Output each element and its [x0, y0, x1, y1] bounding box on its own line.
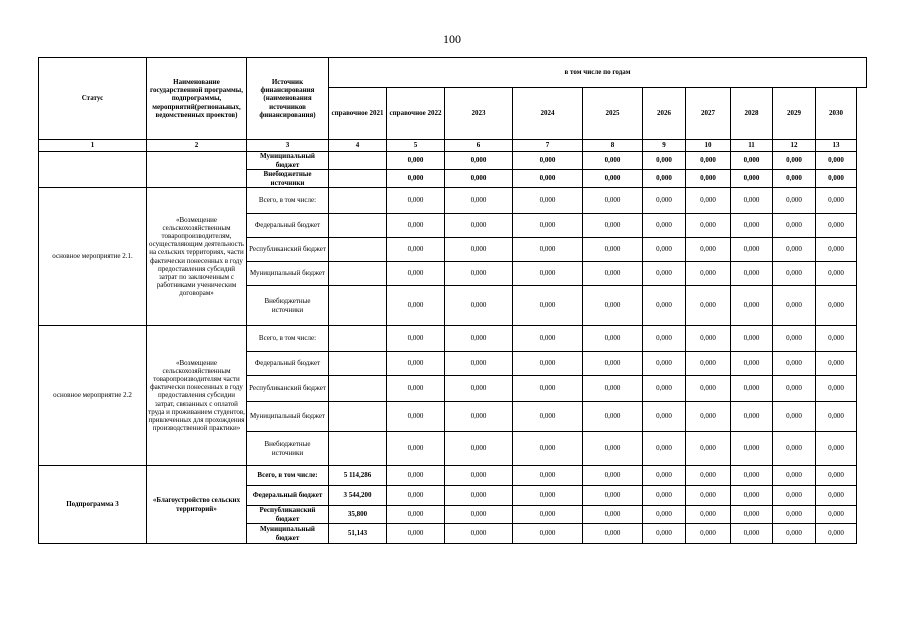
value-cell: 0,000 — [773, 188, 816, 214]
value-cell: 0,000 — [583, 286, 643, 326]
value-2021-cell — [329, 326, 387, 352]
value-cell: 0,000 — [773, 432, 816, 466]
value-cell: 0,000 — [387, 262, 445, 286]
value-cell: 0,000 — [731, 432, 773, 466]
value-cell: 0,000 — [686, 170, 731, 188]
value-cell: 0,000 — [387, 170, 445, 188]
value-cell: 0,000 — [513, 376, 583, 402]
value-cell: 0,000 — [643, 432, 686, 466]
value-cell: 0,000 — [445, 214, 513, 238]
header-year: 2028 — [731, 88, 773, 140]
value-2021-cell — [329, 432, 387, 466]
value-2021-cell — [329, 352, 387, 376]
value-cell: 0,000 — [643, 376, 686, 402]
value-cell: 0,000 — [387, 238, 445, 262]
column-number: 10 — [686, 140, 731, 152]
value-cell: 0,000 — [583, 352, 643, 376]
value-cell: 0,000 — [773, 466, 816, 486]
value-cell: 0,000 — [816, 432, 857, 466]
value-cell: 0,000 — [513, 188, 583, 214]
value-cell: 0,000 — [643, 152, 686, 170]
value-cell: 0,000 — [583, 402, 643, 432]
value-cell: 0,000 — [816, 286, 857, 326]
value-cell: 0,000 — [686, 506, 731, 524]
measure-name-cell: «Возмещение сельскохозяйственным товаропроизводителям части фактически понесенных в году предоставления субсидии затрат, связанных с оплатой труда и проживанием студентов, привлеченных для прохождения производственной практики» — [147, 326, 247, 466]
table-row — [39, 466, 867, 486]
source-cell: Всего, в том числе: — [247, 188, 329, 214]
value-cell: 0,000 — [686, 262, 731, 286]
value-cell: 0,000 — [643, 286, 686, 326]
value-cell: 0,000 — [686, 486, 731, 506]
value-cell: 0,000 — [816, 188, 857, 214]
column-number: 11 — [731, 140, 773, 152]
column-number: 5 — [387, 140, 445, 152]
value-cell: 0,000 — [643, 524, 686, 544]
header-year: 2023 — [445, 88, 513, 140]
source-cell: Муниципальный бюджет — [247, 262, 329, 286]
value-2021-cell — [329, 262, 387, 286]
value-cell: 0,000 — [583, 152, 643, 170]
source-cell: Муниципальный бюджет — [247, 152, 329, 170]
source-cell: Республиканский бюджет — [247, 376, 329, 402]
value-cell: 0,000 — [445, 352, 513, 376]
value-cell: 0,000 — [731, 466, 773, 486]
value-cell: 0,000 — [643, 238, 686, 262]
page-number: 100 — [443, 32, 461, 46]
value-cell: 0,000 — [773, 326, 816, 352]
value-cell: 0,000 — [583, 524, 643, 544]
value-cell: 0,000 — [773, 376, 816, 402]
value-cell: 0,000 — [513, 152, 583, 170]
value-cell: 0,000 — [731, 402, 773, 432]
value-cell: 0,000 — [387, 188, 445, 214]
column-number: 6 — [445, 140, 513, 152]
value-cell: 0,000 — [731, 506, 773, 524]
value-cell: 0,000 — [513, 402, 583, 432]
value-cell: 0,000 — [731, 286, 773, 326]
value-cell: 0,000 — [513, 486, 583, 506]
value-cell: 0,000 — [445, 376, 513, 402]
value-cell: 0,000 — [583, 466, 643, 486]
value-cell: 0,000 — [643, 214, 686, 238]
source-cell: Внебюджетные источники — [247, 286, 329, 326]
value-2021-cell — [329, 214, 387, 238]
value-cell: 0,000 — [816, 170, 857, 188]
measure-name-cell — [147, 152, 247, 188]
value-cell: 0,000 — [583, 262, 643, 286]
value-cell: 0,000 — [445, 238, 513, 262]
value-cell: 0,000 — [816, 486, 857, 506]
source-cell: Федеральный бюджет — [247, 214, 329, 238]
value-cell: 0,000 — [773, 506, 816, 524]
value-cell: 0,000 — [773, 214, 816, 238]
value-cell: 0,000 — [387, 326, 445, 352]
value-cell: 0,000 — [686, 352, 731, 376]
value-cell: 0,000 — [816, 214, 857, 238]
value-cell: 0,000 — [387, 432, 445, 466]
value-cell: 0,000 — [816, 152, 857, 170]
value-cell: 0,000 — [773, 352, 816, 376]
header-year: справочное 2022 — [387, 88, 445, 140]
source-cell: Всего, в том числе: — [247, 326, 329, 352]
table-row — [39, 152, 867, 170]
value-cell: 0,000 — [816, 238, 857, 262]
value-2021-cell: 51,143 — [329, 524, 387, 544]
value-cell: 0,000 — [773, 286, 816, 326]
value-cell: 0,000 — [643, 170, 686, 188]
value-cell: 0,000 — [583, 506, 643, 524]
column-number: 9 — [643, 140, 686, 152]
value-cell: 0,000 — [686, 466, 731, 486]
column-number: 12 — [773, 140, 816, 152]
value-cell: 0,000 — [816, 262, 857, 286]
value-cell: 0,000 — [731, 152, 773, 170]
value-cell: 0,000 — [686, 326, 731, 352]
value-cell: 0,000 — [731, 376, 773, 402]
value-cell: 0,000 — [445, 326, 513, 352]
value-cell: 0,000 — [445, 170, 513, 188]
value-cell: 0,000 — [583, 188, 643, 214]
value-cell: 0,000 — [686, 376, 731, 402]
value-cell: 0,000 — [583, 376, 643, 402]
value-cell: 0,000 — [513, 506, 583, 524]
source-cell: Федеральный бюджет — [247, 486, 329, 506]
value-cell: 0,000 — [513, 214, 583, 238]
value-2021-cell — [329, 286, 387, 326]
value-cell: 0,000 — [387, 214, 445, 238]
value-cell: 0,000 — [445, 486, 513, 506]
value-cell: 0,000 — [731, 188, 773, 214]
value-cell: 0,000 — [686, 524, 731, 544]
value-2021-cell — [329, 188, 387, 214]
value-cell: 0,000 — [643, 402, 686, 432]
header-year: 2024 — [513, 88, 583, 140]
value-cell: 0,000 — [731, 524, 773, 544]
value-cell: 0,000 — [773, 524, 816, 544]
header-year: справочное 2021 — [329, 88, 387, 140]
status-cell — [39, 152, 147, 188]
column-number-row — [39, 140, 867, 152]
value-cell: 0,000 — [387, 524, 445, 544]
value-cell: 0,000 — [583, 238, 643, 262]
value-2021-cell — [329, 170, 387, 188]
value-cell: 0,000 — [513, 326, 583, 352]
value-cell: 0,000 — [445, 506, 513, 524]
value-cell: 0,000 — [583, 486, 643, 506]
measure-name-cell: «Возмещение сельскохозяйственным товаропроизводителям, осуществляющим деятельность на сельских территориях, части фактически понесенных в году предоставления субсидий затрат по заключенным с работниками ученическим договорам» — [147, 188, 247, 326]
financing-table — [38, 57, 867, 544]
value-cell: 0,000 — [816, 506, 857, 524]
value-cell: 0,000 — [387, 486, 445, 506]
value-2021-cell: 35,800 — [329, 506, 387, 524]
status-cell: основное мероприятие 2.1. — [39, 188, 147, 326]
value-cell: 0,000 — [773, 262, 816, 286]
header-year: 2027 — [686, 88, 731, 140]
column-number: 4 — [329, 140, 387, 152]
value-cell: 0,000 — [816, 524, 857, 544]
value-cell: 0,000 — [445, 152, 513, 170]
value-cell: 0,000 — [686, 238, 731, 262]
header-year: 2026 — [643, 88, 686, 140]
value-2021-cell — [329, 402, 387, 432]
source-cell: Внебюджетные источники — [247, 432, 329, 466]
value-cell: 0,000 — [513, 466, 583, 486]
value-cell: 0,000 — [387, 352, 445, 376]
value-cell: 0,000 — [513, 238, 583, 262]
value-cell: 0,000 — [686, 402, 731, 432]
value-cell: 0,000 — [686, 188, 731, 214]
value-2021-cell: 5 114,286 — [329, 466, 387, 486]
value-cell: 0,000 — [686, 286, 731, 326]
source-cell: Федеральный бюджет — [247, 352, 329, 376]
column-number: 8 — [583, 140, 643, 152]
value-cell: 0,000 — [731, 486, 773, 506]
value-cell: 0,000 — [445, 524, 513, 544]
table-row — [39, 326, 867, 352]
value-cell: 0,000 — [583, 214, 643, 238]
value-cell: 0,000 — [387, 286, 445, 326]
value-cell: 0,000 — [731, 352, 773, 376]
header-year: 2025 — [583, 88, 643, 140]
value-cell: 0,000 — [643, 506, 686, 524]
value-cell: 0,000 — [731, 326, 773, 352]
value-cell: 0,000 — [816, 326, 857, 352]
value-cell: 0,000 — [643, 326, 686, 352]
value-cell: 0,000 — [686, 432, 731, 466]
value-cell: 0,000 — [583, 326, 643, 352]
value-cell: 0,000 — [445, 402, 513, 432]
value-cell: 0,000 — [513, 352, 583, 376]
value-2021-cell: 3 544,200 — [329, 486, 387, 506]
value-cell: 0,000 — [513, 262, 583, 286]
value-cell: 0,000 — [513, 524, 583, 544]
value-cell: 0,000 — [731, 262, 773, 286]
value-cell: 0,000 — [583, 170, 643, 188]
table-body — [39, 58, 867, 544]
value-cell: 0,000 — [387, 152, 445, 170]
value-cell: 0,000 — [583, 432, 643, 466]
value-cell: 0,000 — [513, 432, 583, 466]
value-cell: 0,000 — [773, 170, 816, 188]
column-number: 13 — [816, 140, 857, 152]
value-cell: 0,000 — [686, 152, 731, 170]
value-2021-cell — [329, 238, 387, 262]
value-cell: 0,000 — [445, 466, 513, 486]
value-cell: 0,000 — [816, 402, 857, 432]
value-2021-cell — [329, 152, 387, 170]
value-cell: 0,000 — [445, 432, 513, 466]
value-cell: 0,000 — [445, 188, 513, 214]
value-cell: 0,000 — [513, 286, 583, 326]
value-cell: 0,000 — [643, 352, 686, 376]
value-cell: 0,000 — [816, 352, 857, 376]
source-cell: Муниципальный бюджет — [247, 402, 329, 432]
value-2021-cell — [329, 376, 387, 402]
value-cell: 0,000 — [643, 188, 686, 214]
value-cell: 0,000 — [773, 402, 816, 432]
value-cell: 0,000 — [643, 262, 686, 286]
status-cell: Подпрограмма 3 — [39, 466, 147, 544]
column-number: 7 — [513, 140, 583, 152]
source-cell: Всего, в том числе: — [247, 466, 329, 486]
value-cell: 0,000 — [643, 486, 686, 506]
table-row — [39, 188, 867, 214]
value-cell: 0,000 — [643, 466, 686, 486]
value-cell: 0,000 — [773, 152, 816, 170]
value-cell: 0,000 — [731, 170, 773, 188]
value-cell: 0,000 — [773, 486, 816, 506]
value-cell: 0,000 — [686, 214, 731, 238]
value-cell: 0,000 — [445, 262, 513, 286]
value-cell: 0,000 — [731, 214, 773, 238]
status-cell: основное мероприятие 2.2 — [39, 326, 147, 466]
source-cell: Внебюджетные источники — [247, 170, 329, 188]
header-year: 2029 — [773, 88, 816, 140]
value-cell: 0,000 — [731, 238, 773, 262]
value-cell: 0,000 — [816, 466, 857, 486]
header-name: Наименование государственной программы, подпрограммы, мероприятий(регионаьных, ведомственных проектов) — [147, 58, 247, 140]
measure-name-cell: «Благоустройство сельских территорий» — [147, 466, 247, 544]
source-cell: Республиканский бюджет — [247, 506, 329, 524]
column-number: 2 — [147, 140, 247, 152]
header-by-years: в том числе по годам — [329, 58, 867, 88]
header-status: Статус — [39, 58, 147, 140]
column-number: 3 — [247, 140, 329, 152]
value-cell: 0,000 — [387, 466, 445, 486]
header-source: Источник финансирования (наименования источников финансирования) — [247, 58, 329, 140]
value-cell: 0,000 — [387, 402, 445, 432]
value-cell: 0,000 — [387, 506, 445, 524]
value-cell: 0,000 — [513, 170, 583, 188]
value-cell: 0,000 — [445, 286, 513, 326]
value-cell: 0,000 — [387, 376, 445, 402]
source-cell: Муниципальный бюджет — [247, 524, 329, 544]
source-cell: Республиканский бюджет — [247, 238, 329, 262]
value-cell: 0,000 — [816, 376, 857, 402]
column-number: 1 — [39, 140, 147, 152]
header-year: 2030 — [816, 88, 857, 140]
value-cell: 0,000 — [773, 238, 816, 262]
